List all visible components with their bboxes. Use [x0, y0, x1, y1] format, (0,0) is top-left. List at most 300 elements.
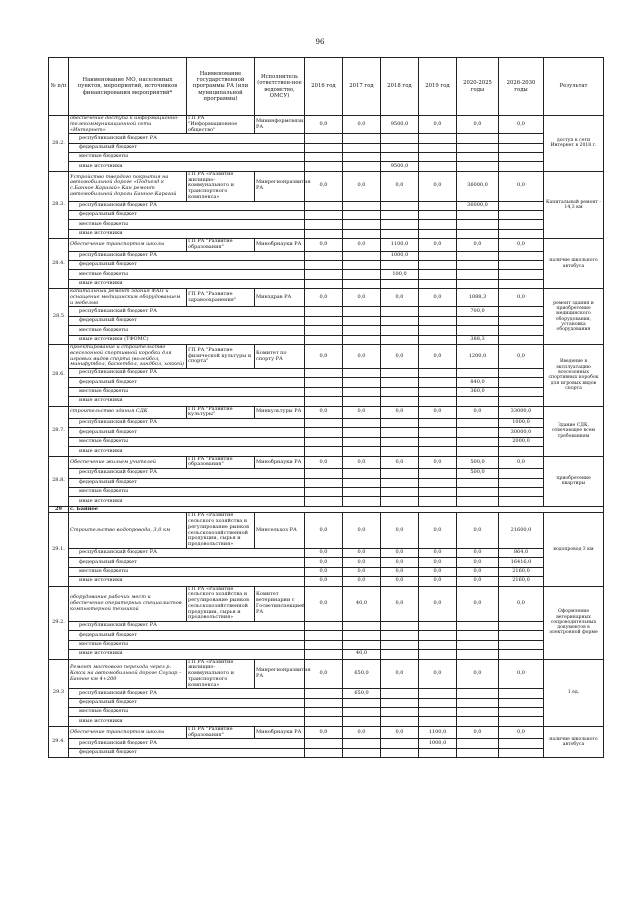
- amount-cell: [419, 397, 457, 406]
- amount-cell: [457, 220, 499, 229]
- amount-cell: 0,0: [343, 116, 381, 134]
- amount-cell: [343, 622, 381, 631]
- amount-cell: [499, 261, 544, 270]
- result-cell: наличие школьного автобуса: [544, 239, 604, 289]
- funding-source-label: республиканский бюджет РА: [69, 134, 305, 143]
- amount-cell: [457, 689, 499, 698]
- funding-source-label: иные источники: [69, 717, 305, 726]
- amount-cell: [457, 397, 499, 406]
- amount-cell: [381, 229, 419, 238]
- amount-cell: [499, 326, 544, 335]
- amount-cell: 0,0: [419, 513, 457, 549]
- amount-cell: [499, 378, 544, 387]
- amount-cell: [381, 739, 419, 748]
- amount-cell: 0,0: [381, 513, 419, 549]
- amount-cell: [343, 369, 381, 378]
- program-name: ГП РА «Развитие жилищно-коммунального и транспортного комплекса»: [187, 171, 255, 201]
- amount-cell: [419, 229, 457, 238]
- amount-cell: [457, 251, 499, 260]
- amount-cell: [457, 428, 499, 437]
- item-name: Обеспечение транспортом школы: [69, 726, 187, 739]
- program-name: ГП РА «Развитие жилищно-коммунального и транспортного комплекса»: [187, 659, 255, 689]
- amount-cell: 0,0: [457, 513, 499, 549]
- amount-cell: [381, 419, 419, 428]
- amount-cell: [305, 419, 343, 428]
- amount-cell: [305, 447, 343, 456]
- amount-cell: [499, 650, 544, 659]
- amount-cell: [343, 631, 381, 640]
- amount-cell: 0,0: [381, 577, 419, 586]
- funding-source-label: федеральный бюджет: [69, 631, 305, 640]
- amount-cell: [305, 640, 343, 649]
- program-name: ГП РА "Развитие образования": [187, 239, 255, 252]
- amount-cell: [499, 220, 544, 229]
- amount-cell: [419, 261, 457, 270]
- funding-source-row: [49, 210, 604, 219]
- amount-cell: 0,0: [381, 289, 419, 307]
- funding-source-row: [49, 698, 604, 707]
- funding-source-row: [49, 748, 604, 757]
- amount-cell: 0,0: [457, 406, 499, 419]
- amount-cell: 0,0: [343, 239, 381, 252]
- funding-source-label: иные источники: [69, 650, 305, 659]
- amount-cell: [499, 698, 544, 707]
- amount-cell: [305, 251, 343, 260]
- executor: Мининформсвязи РА: [255, 116, 305, 134]
- amount-cell: [457, 497, 499, 506]
- amount-cell: [457, 143, 499, 152]
- amount-cell: [499, 689, 544, 698]
- funding-source-row: [49, 134, 604, 143]
- result-cell: водопровод 3 км: [544, 513, 604, 586]
- amount-cell: [305, 369, 343, 378]
- amount-cell: 0,0: [419, 171, 457, 201]
- executor: Минобрнауки РА: [255, 726, 305, 739]
- funding-source-label: местные бюджеты: [69, 270, 305, 279]
- amount-cell: [343, 134, 381, 143]
- funding-source-label: федеральный бюджет: [69, 478, 305, 487]
- amount-cell: [343, 428, 381, 437]
- amount-cell: [499, 497, 544, 506]
- amount-cell: [499, 307, 544, 316]
- amount-cell: [499, 640, 544, 649]
- amount-cell: [381, 497, 419, 506]
- item-name: оборудование рабочих мест и обеспечение оператерных специалистов компьютерной техникой: [69, 586, 187, 622]
- amount-cell: 0,0: [419, 345, 457, 369]
- result-cell: приобретение квартиры: [544, 456, 604, 506]
- amount-cell: [419, 251, 457, 260]
- amount-cell: [419, 469, 457, 478]
- item-number: 29.2.: [49, 586, 69, 659]
- amount-cell: 40,0: [343, 586, 381, 622]
- item-number: 28.4.: [49, 239, 69, 289]
- amount-cell: [343, 478, 381, 487]
- item-name: Строительство водопровода, 3,0 км: [69, 513, 187, 549]
- amount-cell: [343, 708, 381, 717]
- result-cell: Оформление ветеринарных сопроводительных документов в электронной форме: [544, 586, 604, 659]
- program-name: ГП РА "Информационное общество": [187, 116, 255, 134]
- amount-cell: [499, 478, 544, 487]
- amount-cell: [419, 378, 457, 387]
- amount-cell: [305, 708, 343, 717]
- header-cell: № п/п: [49, 58, 69, 116]
- amount-cell: 0,0: [343, 513, 381, 549]
- amount-cell: [457, 326, 499, 335]
- amount-cell: 0,0: [457, 659, 499, 689]
- amount-cell: [343, 487, 381, 496]
- funding-source-row: [49, 326, 604, 335]
- amount-cell: [381, 335, 419, 344]
- amount-cell: [499, 397, 544, 406]
- amount-cell: [419, 640, 457, 649]
- amount-cell: [457, 134, 499, 143]
- amount-cell: [343, 717, 381, 726]
- amount-cell: [419, 717, 457, 726]
- funding-source-label: республиканский бюджет РА: [69, 419, 305, 428]
- amount-cell: 0,0: [381, 659, 419, 689]
- amount-cell: [419, 326, 457, 335]
- amount-cell: [419, 335, 457, 344]
- section-number: 29: [49, 506, 69, 513]
- header-cell: Наименование государственной программы РА (или муниципальной программы): [187, 58, 255, 116]
- amount-cell: [499, 469, 544, 478]
- amount-cell: [457, 739, 499, 748]
- amount-cell: 0,0: [499, 586, 544, 622]
- amount-cell: [343, 261, 381, 270]
- amount-cell: 0,0: [499, 659, 544, 689]
- amount-cell: [381, 279, 419, 288]
- amount-cell: [305, 437, 343, 446]
- funding-source-row: [49, 558, 604, 567]
- amount-cell: [305, 739, 343, 748]
- amount-cell: 0,0: [305, 726, 343, 739]
- header-cell: Результат: [544, 58, 604, 116]
- amount-cell: [499, 631, 544, 640]
- amount-cell: [305, 279, 343, 288]
- amount-cell: 650,0: [343, 659, 381, 689]
- item-number: 29.3: [49, 659, 69, 726]
- section-title: с. Банное: [69, 506, 604, 513]
- amount-cell: 0,0: [343, 577, 381, 586]
- funding-source-label: местные бюджеты: [69, 387, 305, 396]
- amount-cell: 840,0: [457, 378, 499, 387]
- amount-cell: [499, 279, 544, 288]
- amount-cell: 0,0: [419, 659, 457, 689]
- amount-cell: [305, 270, 343, 279]
- funding-source-row: [49, 369, 604, 378]
- amount-cell: [343, 251, 381, 260]
- item-name: Устройство твердого покрытия на автомобильной дороге «Подъезд к с.Банное Карагай» Кан ремонт автомобильной дороги Банное-Карагай: [69, 171, 187, 201]
- amount-cell: [381, 689, 419, 698]
- funding-source-label: республиканский бюджет РА: [69, 622, 305, 631]
- amount-cell: [381, 153, 419, 162]
- funding-source-row: [49, 397, 604, 406]
- funding-source-row: [49, 220, 604, 229]
- funding-source-label: республиканский бюджет РА: [69, 201, 305, 210]
- amount-cell: [343, 397, 381, 406]
- amount-cell: [381, 143, 419, 152]
- funding-source-label: местные бюджеты: [69, 437, 305, 446]
- amount-cell: 0,0: [381, 567, 419, 576]
- funding-source-row: [49, 419, 604, 428]
- amount-cell: [419, 689, 457, 698]
- amount-cell: [419, 487, 457, 496]
- amount-cell: 0,0: [305, 659, 343, 689]
- program-name: ГП РА "Развитие физической культуры и спорта": [187, 345, 255, 369]
- amount-cell: [343, 748, 381, 757]
- amount-cell: 0,0: [343, 345, 381, 369]
- amount-cell: [343, 316, 381, 325]
- amount-cell: [457, 717, 499, 726]
- amount-cell: [499, 229, 544, 238]
- amount-cell: [499, 708, 544, 717]
- amount-cell: [419, 134, 457, 143]
- amount-cell: [381, 748, 419, 757]
- funding-source-row: [49, 497, 604, 506]
- amount-cell: [305, 631, 343, 640]
- executor: Комитет ветеринарии с Госветинспекцией РА: [255, 586, 305, 622]
- amount-cell: [499, 622, 544, 631]
- amount-cell: [381, 326, 419, 335]
- table-row: [49, 726, 604, 739]
- amount-cell: [305, 335, 343, 344]
- table-row: [49, 659, 604, 689]
- item-number: 29.4.: [49, 726, 69, 757]
- item-name: Ремонт мостового перехода через р. Кокса на автомобильной дороге Соузар – Банное км 4+200: [69, 659, 187, 689]
- amount-cell: [305, 326, 343, 335]
- amount-cell: 0,0: [305, 513, 343, 549]
- executor: Минздрав РА: [255, 289, 305, 307]
- funding-source-label: федеральный бюджет: [69, 428, 305, 437]
- funding-source-row: [49, 689, 604, 698]
- amount-cell: [381, 437, 419, 446]
- amount-cell: [343, 437, 381, 446]
- amount-cell: [305, 698, 343, 707]
- amount-cell: [305, 478, 343, 487]
- section-row: [49, 506, 604, 513]
- amount-cell: 21600,0: [499, 513, 544, 549]
- amount-cell: [343, 469, 381, 478]
- amount-cell: [381, 487, 419, 496]
- amount-cell: [457, 229, 499, 238]
- amount-cell: 2000,0: [499, 437, 544, 446]
- header-cell: 2019 год: [419, 58, 457, 116]
- amount-cell: [381, 210, 419, 219]
- amount-cell: [457, 279, 499, 288]
- funding-source-row: [49, 717, 604, 726]
- amount-cell: 1000,0: [419, 739, 457, 748]
- funding-source-label: республиканский бюджет РА: [69, 307, 305, 316]
- amount-cell: [305, 261, 343, 270]
- funding-source-label: республиканский бюджет РА: [69, 548, 305, 557]
- funding-source-label: федеральный бюджет: [69, 378, 305, 387]
- amount-cell: [419, 387, 457, 396]
- funding-source-row: [49, 316, 604, 325]
- amount-cell: [419, 698, 457, 707]
- amount-cell: [419, 316, 457, 325]
- amount-cell: [305, 469, 343, 478]
- amount-cell: 0,0: [419, 586, 457, 622]
- table-row: [49, 345, 604, 369]
- amount-cell: 0,0: [499, 171, 544, 201]
- amount-cell: [381, 478, 419, 487]
- amount-cell: 0,0: [419, 558, 457, 567]
- amount-cell: 9500,0: [381, 162, 419, 171]
- funding-source-label: федеральный бюджет: [69, 143, 305, 152]
- item-name: Обеспечение жильем учителей: [69, 456, 187, 469]
- item-number: 28.7.: [49, 406, 69, 456]
- amount-cell: 0,0: [381, 171, 419, 201]
- amount-cell: [343, 307, 381, 316]
- result-cell: доступ к сети Интернет в 2018 г.: [544, 116, 604, 172]
- funding-source-row: [49, 201, 604, 210]
- funding-source-label: республиканский бюджет РА: [69, 251, 305, 260]
- item-number: 28.6.: [49, 345, 69, 407]
- table-row: [49, 289, 604, 307]
- amount-cell: [419, 153, 457, 162]
- amount-cell: [457, 162, 499, 171]
- amount-cell: [381, 397, 419, 406]
- amount-cell: [305, 487, 343, 496]
- program-table: [48, 57, 604, 758]
- item-name: Обеспечение транспортом школы: [69, 239, 187, 252]
- amount-cell: [305, 201, 343, 210]
- executor: Минрегионразвития РА: [255, 659, 305, 689]
- amount-cell: 0,0: [305, 171, 343, 201]
- amount-cell: 650,0: [343, 689, 381, 698]
- table-row: [49, 513, 604, 549]
- amount-cell: [419, 210, 457, 219]
- item-number: 28.8.: [49, 456, 69, 506]
- amount-cell: 0,0: [305, 239, 343, 252]
- table-header: [49, 58, 604, 116]
- table-row: [49, 406, 604, 419]
- funding-source-label: иные источники: [69, 497, 305, 506]
- amount-cell: 0,0: [305, 345, 343, 369]
- amount-cell: [419, 369, 457, 378]
- amount-cell: [457, 210, 499, 219]
- funding-source-label: федеральный бюджет: [69, 558, 305, 567]
- amount-cell: [305, 428, 343, 437]
- amount-cell: [457, 487, 499, 496]
- table-row: [49, 586, 604, 622]
- amount-cell: 1200,0: [457, 345, 499, 369]
- funding-source-row: [49, 447, 604, 456]
- amount-cell: [305, 748, 343, 757]
- amount-cell: [343, 201, 381, 210]
- funding-source-label: иные источники (ТФОМС): [69, 335, 305, 344]
- amount-cell: [305, 397, 343, 406]
- amount-cell: [381, 378, 419, 387]
- funding-source-label: иные источники: [69, 279, 305, 288]
- header-cell: 2020-2025 годы: [457, 58, 499, 116]
- amount-cell: [499, 210, 544, 219]
- amount-cell: [499, 335, 544, 344]
- amount-cell: [343, 162, 381, 171]
- result-cell: Введение в эксплуатацию всесезонных спортивных коробок для игровых видов спорта: [544, 345, 604, 407]
- amount-cell: 0,0: [499, 456, 544, 469]
- funding-source-row: [49, 567, 604, 576]
- amount-cell: 0,0: [499, 726, 544, 739]
- amount-cell: [457, 369, 499, 378]
- funding-source-row: [49, 478, 604, 487]
- funding-source-label: республиканский бюджет РА: [69, 689, 305, 698]
- amount-cell: 0,0: [381, 586, 419, 622]
- funding-source-row: [49, 708, 604, 717]
- amount-cell: [343, 447, 381, 456]
- amount-cell: 0,0: [457, 726, 499, 739]
- amount-cell: [499, 201, 544, 210]
- amount-cell: [457, 437, 499, 446]
- amount-cell: [457, 478, 499, 487]
- amount-cell: [499, 153, 544, 162]
- executor: Минкультуры РА: [255, 406, 305, 419]
- amount-cell: [457, 153, 499, 162]
- amount-cell: [419, 437, 457, 446]
- page-number: 96: [315, 38, 325, 46]
- amount-cell: 0,0: [499, 345, 544, 369]
- amount-cell: [419, 201, 457, 210]
- amount-cell: [343, 229, 381, 238]
- amount-cell: 0,0: [343, 726, 381, 739]
- amount-cell: [419, 497, 457, 506]
- amount-cell: [343, 335, 381, 344]
- amount-cell: 0,0: [305, 586, 343, 622]
- executor: Минобрнауки РА: [255, 456, 305, 469]
- amount-cell: [343, 387, 381, 396]
- amount-cell: [343, 279, 381, 288]
- amount-cell: 0,0: [457, 577, 499, 586]
- funding-source-label: федеральный бюджет: [69, 316, 305, 325]
- amount-cell: [457, 447, 499, 456]
- executor: Минобрнауки РА: [255, 239, 305, 252]
- funding-source-label: местные бюджеты: [69, 220, 305, 229]
- amount-cell: [381, 307, 419, 316]
- item-name: капитальный ремонт здания ФАП и оснащение медицинским оборудованием и мебелью: [69, 289, 187, 307]
- amount-cell: [343, 143, 381, 152]
- amount-cell: [457, 631, 499, 640]
- program-name: ГП РА «Развитие сельского хозяйства и регулирование рынков сельскохозяйственной продукции, сырья и продовольствия»: [187, 586, 255, 622]
- result-cell: 1 ед.: [544, 659, 604, 726]
- amount-cell: 9500,0: [381, 116, 419, 134]
- amount-cell: 0,0: [381, 345, 419, 369]
- amount-cell: [419, 631, 457, 640]
- amount-cell: [381, 708, 419, 717]
- amount-cell: 0,0: [419, 548, 457, 557]
- amount-cell: [305, 210, 343, 219]
- item-number: 28.5: [49, 289, 69, 345]
- amount-cell: [343, 378, 381, 387]
- amount-cell: [499, 717, 544, 726]
- amount-cell: [499, 447, 544, 456]
- amount-cell: 0,0: [343, 289, 381, 307]
- header-cell: 2026-2030 годы: [499, 58, 544, 116]
- amount-cell: 0,0: [343, 171, 381, 201]
- item-number: 28.3.: [49, 171, 69, 238]
- amount-cell: 100,0: [381, 270, 419, 279]
- amount-cell: 0,0: [499, 239, 544, 252]
- amount-cell: [305, 143, 343, 152]
- funding-source-row: [49, 487, 604, 496]
- funding-source-label: федеральный бюджет: [69, 748, 305, 757]
- amount-cell: 0,0: [419, 116, 457, 134]
- amount-cell: 1000,0: [381, 251, 419, 260]
- amount-cell: [419, 270, 457, 279]
- funding-source-label: иные источники: [69, 577, 305, 586]
- amount-cell: 0,0: [457, 239, 499, 252]
- amount-cell: [499, 748, 544, 757]
- amount-cell: 0,0: [419, 577, 457, 586]
